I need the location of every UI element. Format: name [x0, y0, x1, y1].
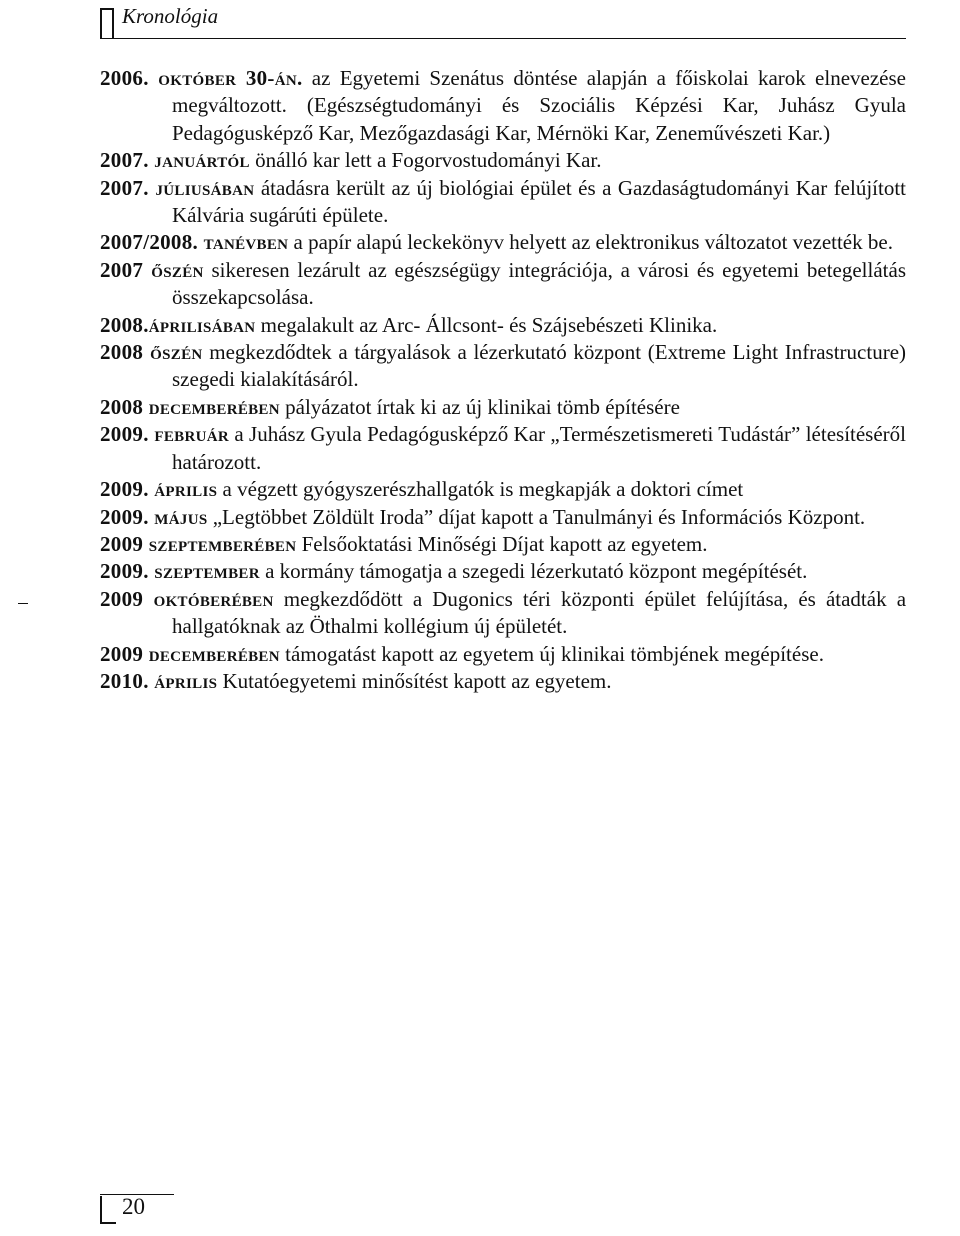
entry-date: 2009 szeptemberében — [100, 531, 297, 556]
entry-text: Felsőoktatási Minőségi Díjat kapott az egyetem. — [301, 531, 708, 556]
page-title: Kronológia — [122, 4, 219, 28]
chronology-entry — [100, 641, 906, 668]
entry-text: az Egyetemi Szenátus döntése alapján a főiskolai karok elnevezése megváltozott. (Egészségtudományi és Szociális Képzési Kar, Juhász Gyula Pedagógusképző Kar, Mezőgazdasági Kar, Mérnöki Kar, Zeneművészeti Kar.) — [172, 66, 906, 145]
page-number: 20 — [122, 1194, 145, 1219]
chronology-entry — [100, 531, 906, 558]
chronology-entry — [100, 504, 906, 531]
entry-text: Kutatóegyetemi minősítést kapott az egyetem. — [222, 668, 612, 693]
entry-date: 2007. januártól — [100, 148, 250, 173]
chronology-entry — [100, 175, 906, 230]
page-footer — [100, 1190, 190, 1230]
entry-text: megkezdődtek a tárgyalások a lézerkutató központ (Extreme Light Infrastructure) szegedi kialakításáról. — [172, 340, 907, 392]
header-rule — [100, 38, 906, 39]
entry-date: 2006. október 30-án. — [100, 66, 303, 90]
chronology-entry — [100, 229, 906, 256]
entry-date: 2007/2008. tanévben — [100, 230, 289, 255]
entry-date: 2009 decemberében — [100, 641, 280, 666]
entry-date: 2008 őszén — [100, 340, 203, 365]
chronology-list — [100, 65, 906, 695]
entry-text: átadásra került az új biológiai épület és a Gazdaságtudományi Kar felújított Kálvária sugárúti épülete. — [172, 175, 907, 228]
margin-mark — [18, 603, 28, 604]
chronology-entry — [100, 476, 906, 503]
entry-date: 2009. április — [100, 477, 218, 502]
footer-bracket-mark — [100, 1196, 116, 1224]
header-bracket-mark — [100, 8, 114, 38]
chronology-entry — [100, 65, 906, 147]
entry-date: 2009. május — [100, 504, 208, 529]
entry-date: 2007 őszén — [100, 257, 204, 282]
entry-date: 2010. április — [100, 668, 218, 693]
entry-text: önálló kar lett a Fogorvostudományi Kar. — [255, 148, 602, 173]
chronology-entry — [100, 586, 906, 641]
chronology-entry — [100, 394, 906, 421]
chronology-entry — [100, 147, 906, 174]
entry-date: 2008.áprilisában — [100, 312, 256, 337]
entry-text: a kormány támogatja a szegedi lézerkutató központ megépítését. — [265, 559, 808, 584]
entry-text: a Juhász Gyula Pedagógusképző Kar „Természetismereti Tudástár” létesítéséről határozott. — [172, 422, 907, 474]
entry-date: 2008 decemberében — [100, 394, 280, 419]
entry-text: támogatást kapott az egyetem új klinikai tömbjének megépítése. — [285, 641, 824, 666]
entry-date: 2009 októberében — [100, 586, 274, 611]
entry-date: 2007. júliusában — [100, 175, 255, 200]
entry-text: „Legtöbbet Zöldült Iroda” díjat kapott a Tanulmányi és Információs Központ. — [212, 504, 866, 529]
entry-text: pályázatot írtak ki az új klinikai tömb építésére — [285, 394, 680, 419]
chronology-entry — [100, 257, 906, 312]
entry-text: megkezdődött a Dugonics téri központi épület felújítása, és átadták a hallgatóknak az Öthalmi kollégium új épületét. — [172, 586, 907, 639]
page-header — [100, 2, 906, 42]
chronology-entry — [100, 339, 906, 394]
entry-text: a papír alapú leckekönyv helyett az elektronikus változatot vezették be. — [293, 230, 893, 255]
entry-text: a végzett gyógyszerészhallgatók is megkapják a doktori címet — [222, 477, 744, 502]
entry-date: 2009. február — [100, 422, 230, 447]
chronology-entry — [100, 668, 906, 695]
entry-date: 2009. szeptember — [100, 559, 260, 584]
entry-text: megalakult az Arc- Állcsont- és Szájsebészeti Klinika. — [260, 312, 718, 337]
entry-text: sikeresen lezárult az egészségügy integrációja, a városi és egyetemi betegellátás összekapcsolása. — [172, 257, 907, 310]
chronology-entry — [100, 312, 906, 339]
chronology-entry — [100, 421, 906, 476]
chronology-entry — [100, 558, 906, 585]
